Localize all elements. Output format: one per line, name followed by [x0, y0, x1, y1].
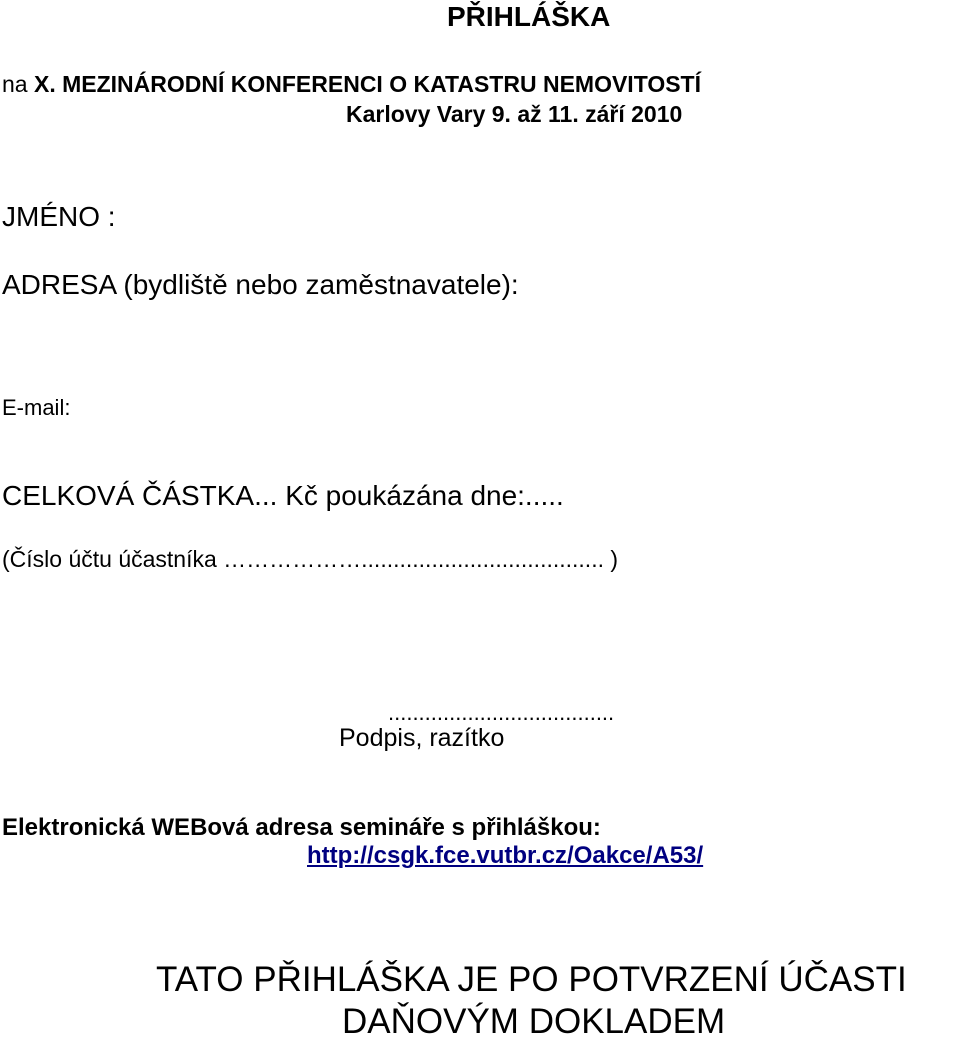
signature-label: Podpis, razítko — [339, 724, 505, 752]
email-label: E-mail: — [2, 395, 71, 420]
conference-prefix: na — [2, 71, 28, 97]
tax-notice-line-1: TATO PŘIHLÁŠKA JE PO POTVRZENÍ ÚČASTI — [156, 960, 907, 999]
address-label: ADRESA (bydliště nebo zaměstnavatele): — [2, 269, 519, 300]
account-number-line: (Číslo účtu účastníka ………………...................................... ) — [2, 546, 619, 572]
web-address-label: Elektronická WEBová adresa semináře s přihláškou: — [2, 814, 601, 841]
amount-line: CELKOVÁ ČÁSTKA... Kč poukázána dne:..... — [2, 480, 564, 511]
conference-name: X. MEZINÁRODNÍ KONFERENCI O KATASTRU NEMOVITOSTÍ — [33, 71, 701, 97]
tax-notice-line-2: DAŇOVÝM DOKLADEM — [342, 1002, 726, 1041]
conference-dates: Karlovy Vary 9. až 11. září 2010 — [346, 101, 683, 127]
form-title: PŘIHLÁŠKA — [447, 1, 611, 32]
name-label: JMÉNO : — [2, 201, 116, 232]
signature-line: ..................................... — [388, 700, 615, 725]
conference-heading — [2, 73, 701, 96]
web-address-link[interactable]: http://csgk.fce.vutbr.cz/Oakce/A53/ — [307, 842, 704, 869]
